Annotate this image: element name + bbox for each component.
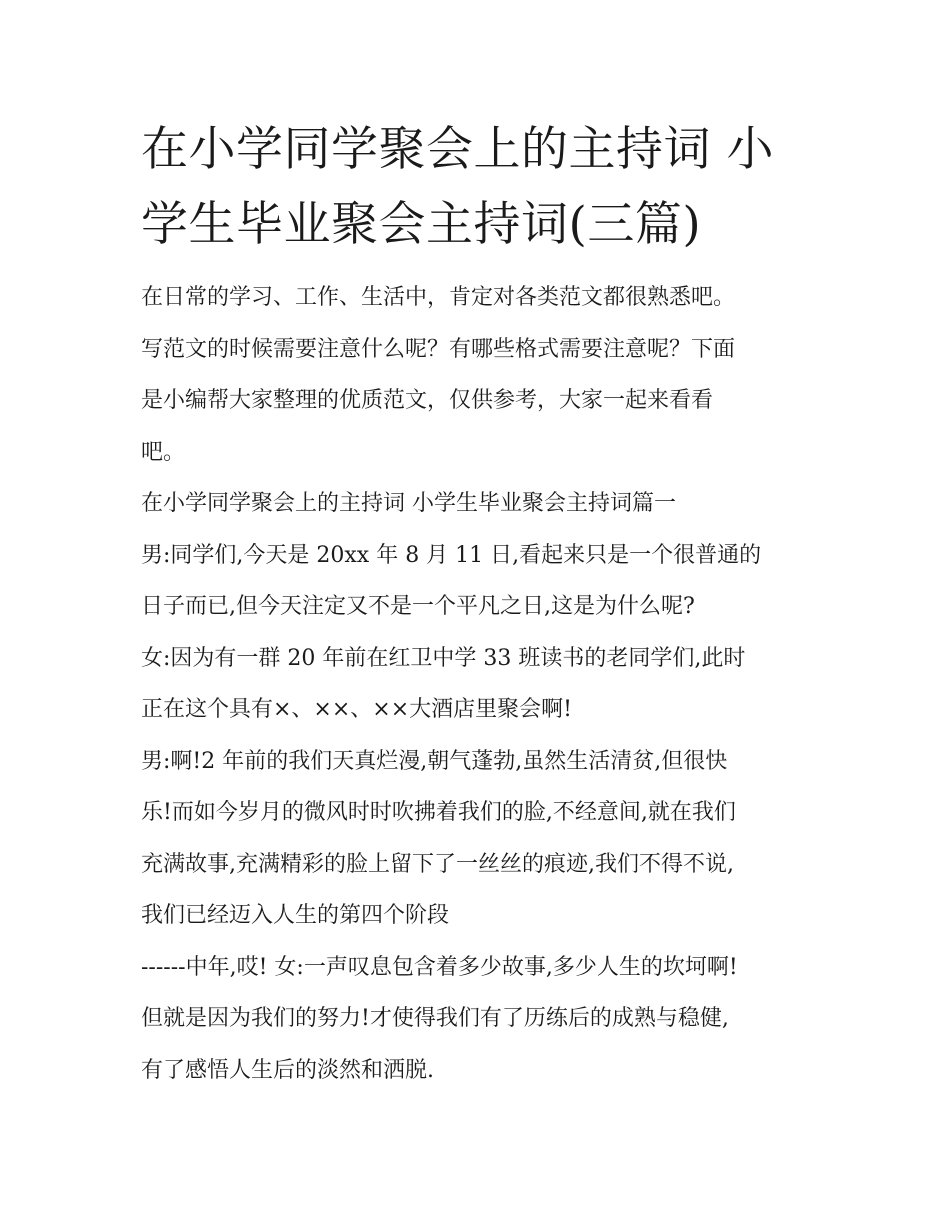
dialogue-line-3: 女:因为有一群 20 年前在红卫中学 33 班读书的老同学们,此时: [141, 645, 746, 671]
intro-line-3: 是小编帮大家整理的优质范文，仅供参考，大家一起来看看: [141, 388, 714, 413]
dialogue-line-10: 但就是因为我们的努力!才使得我们有了历练后的成熟与稳健,: [141, 1006, 729, 1031]
dialogue-line-7: 充满故事,充满精彩的脸上留下了一丝丝的痕迹,我们不得不说,: [141, 851, 734, 877]
intro-line-1: 在日常的学习、工作、生活中，肯定对各类范文都很熟悉吧。: [141, 285, 736, 310]
dialogue-line-9: ------中年,哎! 女:一声叹息包含着多少故事,多少人生的坎坷啊!: [141, 954, 738, 980]
dialogue-line-11: 有了感悟人生后的淡然和洒脱.: [141, 1057, 434, 1083]
section-heading: 在小学同学聚会上的主持词 小学生毕业聚会主持词篇一: [141, 491, 676, 516]
dialogue-line-4: 正在这个具有×、××、××大酒店里聚会啊!: [141, 697, 573, 722]
dialogue-line-8: 我们已经迈入人生的第四个阶段: [141, 903, 450, 928]
dialogue-line-2: 日子而已,但今天注定又不是一个平凡之日,这是为什么呢?: [141, 594, 695, 619]
dialogue-line-6: 乐!而如今岁月的微风时时吹拂着我们的脸,不经意间,就在我们: [141, 800, 736, 825]
document-title: [141, 112, 821, 262]
dialogue-line-5: 男:啊!2 年前的我们天真烂漫,朝气蓬勃,虽然生活清贫,但很快: [141, 748, 728, 774]
intro-line-2: 写范文的时候需要注意什么呢？有哪些格式需要注意呢？下面: [141, 336, 736, 362]
title-line-2: 学生毕业聚会主持词(三篇): [141, 197, 702, 252]
dialogue-line-1: 男:同学们,今天是 20xx 年 8 月 11 日,看起来只是一个很普通的: [141, 542, 762, 568]
title-line-1: 在小学同学聚会上的主持词 小: [141, 122, 774, 177]
document-page: [141, 112, 821, 1096]
intro-line-4: 吧。: [141, 439, 186, 465]
document-body: [141, 272, 821, 1096]
